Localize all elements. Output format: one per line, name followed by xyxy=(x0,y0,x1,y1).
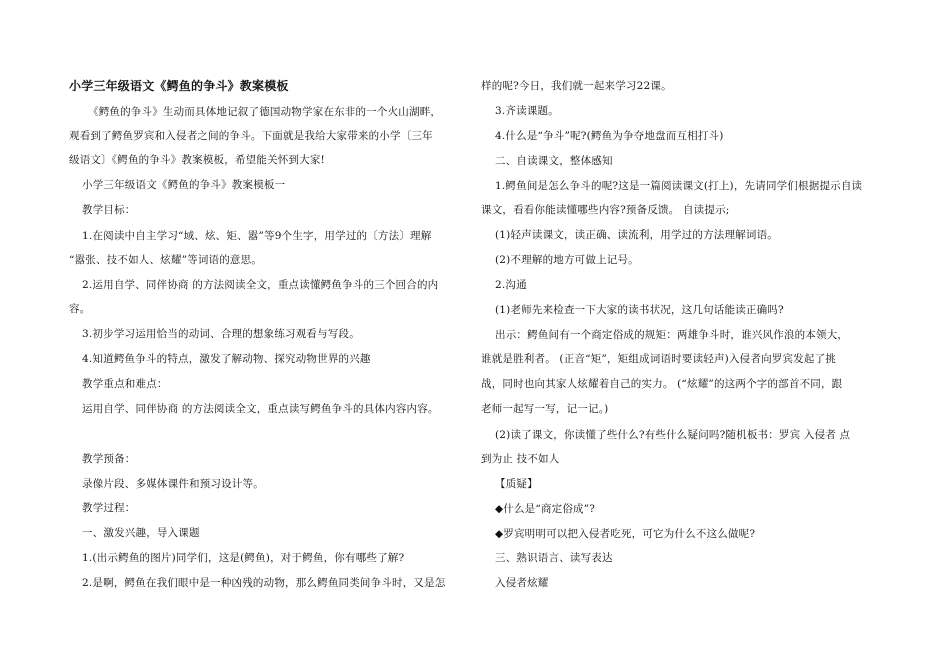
paragraph-line: 2.运用自学、同伴协商 的方法阅读全文，重点读懂鳄鱼争斗的三个回合的内 xyxy=(82,279,439,291)
section-heading: 教学预备： xyxy=(82,453,136,465)
paragraph-line: (2)不理解的地方可做上记号。 xyxy=(495,254,639,266)
paragraph-line: 级语文〕《鳄鱼的争斗》教案模板，希望能关怀到大家! xyxy=(69,154,325,166)
bullet-item: ◆罗宾明明可以把入侵者吃死，可它为什么不这么做呢? xyxy=(495,528,756,540)
section-heading: 二、自读课文，整体感知 xyxy=(495,155,613,167)
section-heading: 【质疑】 xyxy=(495,478,538,490)
paragraph-line: 4.什么是“争斗”呢?(鳄鱼为争夺地盘而互相打斗) xyxy=(495,130,724,142)
document-title: 小学三年级语文《鳄鱼的争斗》教案模板 xyxy=(69,79,289,93)
paragraph-line: 观看到了鳄鱼罗宾和入侵者之间的争斗。下面就是我给大家带来的小学〔三年 xyxy=(69,130,433,142)
paragraph-line: 2.沟通 xyxy=(495,279,527,291)
paragraph-line: 课文，看看你能读懂哪些内容?预备反馈。 自读提示; xyxy=(481,204,730,216)
paragraph-line: 4.知道鳄鱼争斗的特点，激发了解动物、探究动物世界的兴趣 xyxy=(82,353,371,365)
section-heading: 教学重点和难点： xyxy=(82,378,168,390)
paragraph-line: 老师一起写一写，记一记。) xyxy=(481,403,609,415)
paragraph-line: 录像片段、多媒体课件和预习设计等。 xyxy=(82,478,264,490)
section-heading: 一、激发兴趣，导入课题 xyxy=(82,527,200,539)
bullet-item: ◆什么是“商定俗成”? xyxy=(495,503,596,515)
paragraph-line: 1.(出示鳄鱼的图片)同学们，这是(鳄鱼)，对于鳄鱼，你有哪些了解? xyxy=(82,552,405,564)
paragraph-line: 出示：鳄鱼间有一个商定俗成的规矩：两雄争斗时，谁兴风作浪的本领大， xyxy=(495,329,849,341)
paragraph-line: 2.是啊，鳄鱼在我们眼中是一种凶残的动物，那么鳄鱼同类间争斗时，又是怎 xyxy=(82,577,446,589)
section-heading: 三、熟识语言、读写表达 xyxy=(495,552,613,564)
section-heading: 教学目标： xyxy=(82,204,136,216)
paragraph-line: (2)读了课文，你读懂了些什么?有些什么疑问吗?随机板书：罗宾 入侵者 点 xyxy=(495,429,851,441)
paragraph-line: 《鳄鱼的争斗》生动而具体地记叙了德国动物学家在东非的一个火山湖畔， xyxy=(88,106,442,118)
paragraph-line: (1)轻声读课文，读正确、读流利，用学过的方法理解词语。 xyxy=(495,229,778,241)
paragraph-line: 3.初步学习运用恰当的动词、合理的想象练习观看与写段。 xyxy=(82,328,360,340)
paragraph-line: 1.鳄鱼间是怎么争斗的呢?这是一篇阅读课文(打上)，先请同学们根据提示自读 xyxy=(495,180,863,192)
paragraph-line: 容。 xyxy=(69,303,91,315)
paragraph-line: (1)老师先来检查一下大家的读书状况，这几句话能读正确吗? xyxy=(495,304,784,316)
paragraph-line: “嚣张、技不如人、炫耀”等词语的意思。 xyxy=(69,254,263,266)
paragraph-line: 谁就是胜利者。 (正音“矩”，矩组成词语时要读轻声)入侵者向罗宾发起了挑 xyxy=(481,353,836,365)
section-heading: 教学过程： xyxy=(82,502,136,514)
paragraph-line: 运用自学、同伴协商 的方法阅读全文，重点读写鳄鱼争斗的具体内容内容。 xyxy=(82,403,439,415)
paragraph-line: 3.齐读课题。 xyxy=(495,105,559,117)
paragraph-line: 入侵者炫耀 xyxy=(495,577,549,589)
paragraph-line: 样的呢?今日，我们就一起来学习22课。 xyxy=(481,80,672,92)
paragraph-line: 到为止 技不如人 xyxy=(481,453,560,465)
paragraph-line: 1.在阅读中自主学习“域、炫、矩、嚣”等9个生字，用学过的〔方法〕理解 xyxy=(82,230,432,242)
paragraph-line: 战，同时也向其家人炫耀着自己的实力。 (“炫耀”的这两个字的部首不同，跟 xyxy=(481,378,843,390)
section-heading: 小学三年级语文《鳄鱼的争斗》教案模板一 xyxy=(82,179,286,191)
